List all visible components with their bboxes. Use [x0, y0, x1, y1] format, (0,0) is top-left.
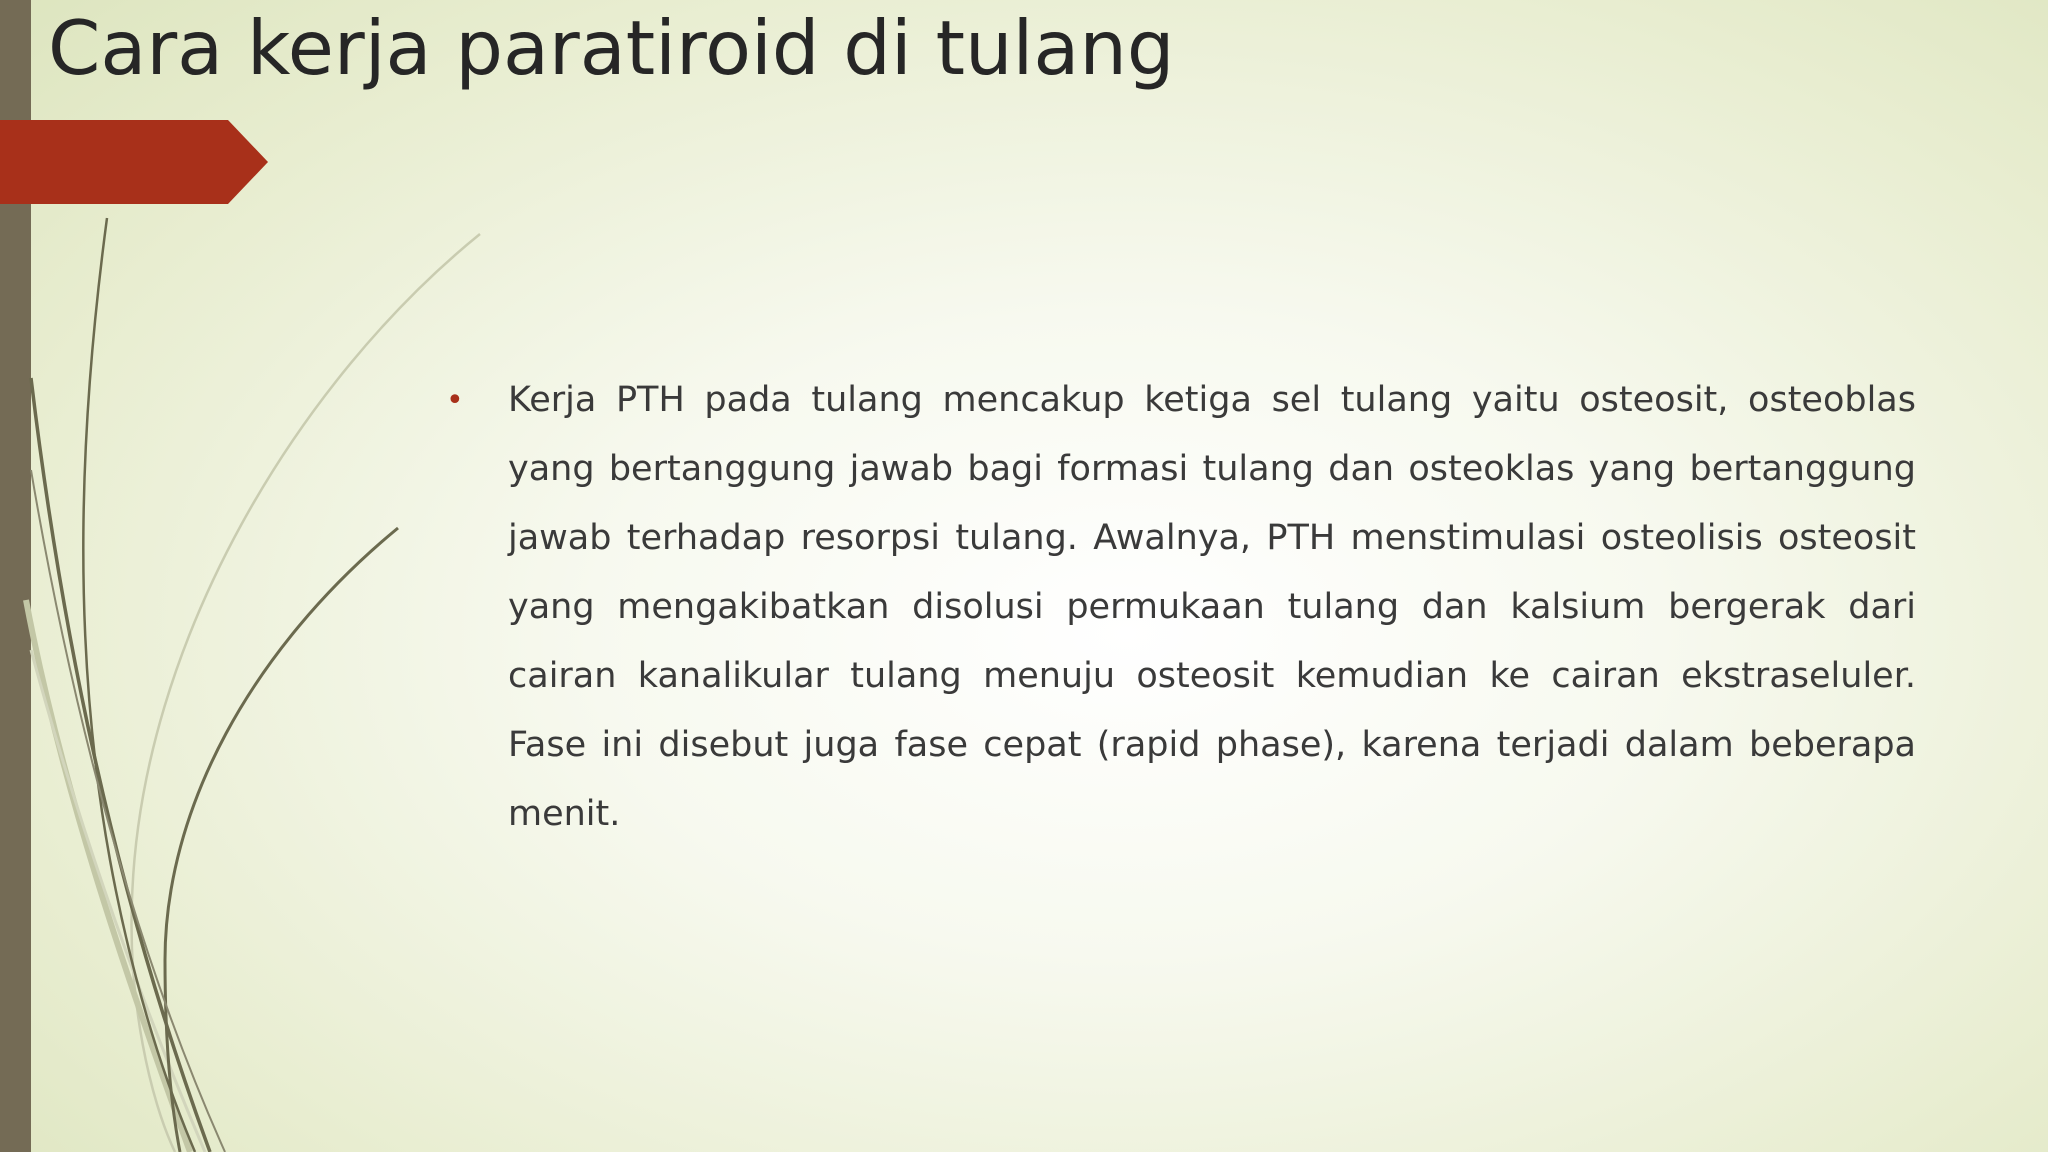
- title-arrow-accent: [0, 120, 268, 204]
- slide-content: [440, 366, 1916, 849]
- stem-dark-3: [165, 528, 398, 1152]
- bullet-marker: •: [446, 383, 464, 418]
- stem-light-1: [132, 234, 480, 1152]
- bullet-item: [440, 366, 1916, 849]
- slide-title: Cara kerja paratiroid di tulang: [48, 4, 1175, 92]
- stem-light-2: [26, 600, 190, 1152]
- stem-dark-2: [31, 378, 210, 1152]
- bullet-text: Kerja PTH pada tulang mencakup ketiga sel tulang yaitu osteosit, osteoblas yang bertanggung jawab bagi formasi tulang dan osteoklas yang bertanggung jawab terhadap resorpsi tulang. Awalnya, PTH menstimulasi osteolisis osteosit yang mengakibatkan disolusi permukaan tulang dan kalsium bergerak dari cairan kanalikular tulang menuju osteosit kemudian ke cairan ekstraseluler. Fase ini disebut juga fase cepat (rapid phase), karena terjadi dalam beberapa menit.: [508, 380, 1916, 834]
